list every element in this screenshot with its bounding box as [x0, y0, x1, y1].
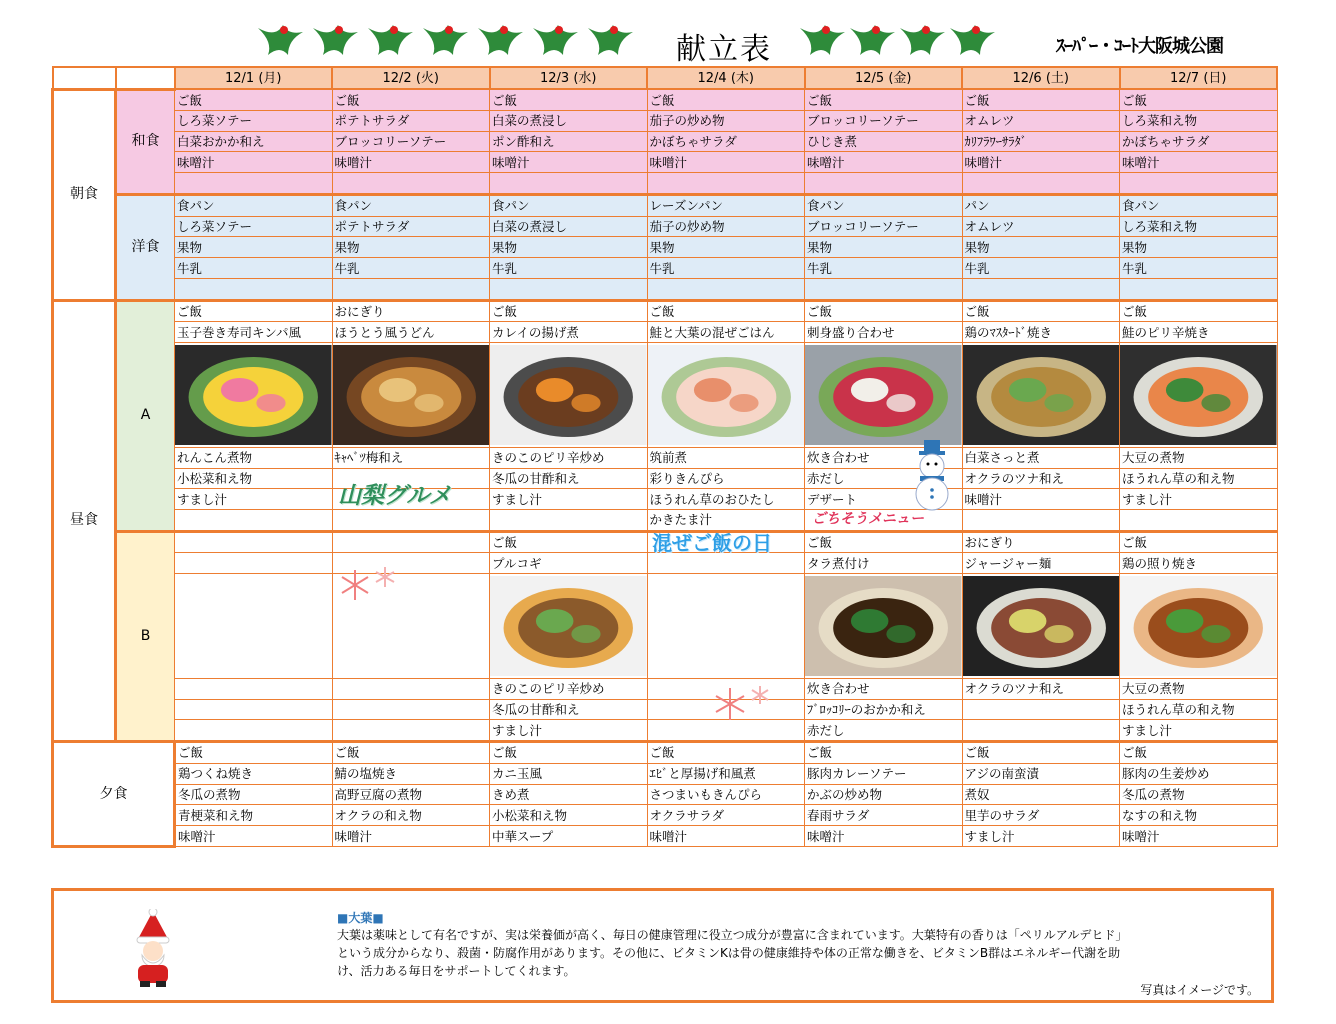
- menu-cell: [962, 278, 1120, 300]
- facility-name: ｽｰﾊﾟｰ・ｺｰﾄ大阪城公園: [1056, 36, 1223, 57]
- menu-cell: ひじき煮: [805, 131, 963, 152]
- menu-cell: [962, 509, 1120, 531]
- header: [0, 0, 1336, 66]
- menu-cell: 鶏のﾏｽﾀｰﾄﾞ焼き: [962, 322, 1120, 343]
- menu-cell: 白菜の煮浸し: [490, 216, 648, 237]
- menu-cell: ほうれん草の和え物: [1120, 699, 1278, 720]
- menu-cell: [805, 173, 963, 195]
- menu-cell: 玉子巻き寿司キンパ風: [175, 322, 333, 343]
- dish-photo-cell: [647, 574, 805, 679]
- menu-cell: 小松菜和え物: [175, 468, 333, 489]
- menu-cell: 茄子の炒め物: [647, 111, 805, 132]
- menu-cell: ご飯: [175, 300, 333, 322]
- menu-cell: 味噌汁: [332, 826, 490, 847]
- santa-icon: [128, 909, 178, 989]
- menu-cell: 中華スープ: [490, 826, 648, 847]
- menu-cell: [962, 173, 1120, 195]
- menu-cell: オクラのツナ和え: [962, 468, 1120, 489]
- menu-cell: きのこのピリ辛炒め: [490, 678, 648, 699]
- menu-cell: 果物: [490, 237, 648, 258]
- menu-cell: ﾌﾞﾛｯｺﾘｰのおかか和え: [805, 699, 963, 720]
- menu-cell: 白菜の煮浸し: [490, 111, 648, 132]
- dish-photo-cell: [805, 574, 963, 679]
- menu-cell: ジャージャー麺: [962, 553, 1120, 574]
- day-header: 12/6 (土): [962, 67, 1120, 89]
- menu-cell: [332, 720, 490, 742]
- kimbap-photo: [175, 345, 332, 445]
- info-title: ■大葉■: [337, 911, 384, 925]
- dish-photo-cell: [647, 343, 805, 448]
- menu-cell: 冬瓜の煮物: [1120, 784, 1278, 805]
- menu-cell: 果物: [1120, 237, 1278, 258]
- day-header: 12/5 (金): [805, 67, 963, 89]
- menu-cell: ご飯: [805, 742, 963, 764]
- menu-cell: おにぎり: [332, 300, 490, 322]
- menu-cell: 炊き合わせ: [805, 447, 963, 468]
- menu-cell: 大豆の煮物: [1120, 447, 1278, 468]
- menu-cell: 味噌汁: [490, 152, 648, 173]
- menu-cell: [175, 531, 333, 553]
- menu-cell: 筑前煮: [647, 447, 805, 468]
- menu-cell: すまし汁: [175, 489, 333, 510]
- menu-cell: ご飯: [175, 742, 333, 764]
- menu-cell: 食パン: [490, 194, 648, 216]
- menu-cell: ご飯: [805, 89, 963, 110]
- menu-cell: オクラのツナ和え: [962, 678, 1120, 699]
- menu-cell: ご飯: [1120, 89, 1278, 110]
- menu-cell: しろ菜ソテー: [175, 111, 333, 132]
- menu-cell: 鮭のピリ辛焼き: [1120, 322, 1278, 343]
- jaja-photo: [963, 576, 1120, 676]
- menu-cell: しろ菜和え物: [1120, 111, 1278, 132]
- menu-cell: [175, 278, 333, 300]
- menu-cell: 味噌汁: [647, 826, 805, 847]
- menu-cell: [175, 678, 333, 699]
- menu-cell: ご飯: [490, 300, 648, 322]
- category-lunch: 昼食: [53, 300, 116, 741]
- menu-cell: [1120, 509, 1278, 531]
- menu-cell: ポン酢和え: [490, 131, 648, 152]
- bulgogi-photo: [490, 576, 647, 676]
- menu-cell: ご飯: [805, 531, 963, 553]
- menu-cell: デザート: [805, 489, 963, 510]
- mazegohan-photo: [648, 345, 805, 445]
- menu-cell: 茄子の炒め物: [647, 216, 805, 237]
- photo-note: 写真はイメージです。: [1140, 983, 1259, 997]
- dish-photo-cell: [490, 343, 648, 448]
- menu-cell: 冬瓜の甘酢和え: [490, 468, 648, 489]
- snowflake-icon: [340, 565, 400, 605]
- menu-cell: ブロッコリーソテー: [332, 131, 490, 152]
- menu-cell: 豚肉カレーソテー: [805, 763, 963, 784]
- menu-cell: かぼちゃサラダ: [647, 131, 805, 152]
- menu-cell: [332, 531, 490, 553]
- menu-cell: 味噌汁: [175, 152, 333, 173]
- menu-cell: きめ煮: [490, 784, 648, 805]
- menu-cell: [805, 278, 963, 300]
- menu-cell: ｷｬﾍﾞﾂ梅和え: [332, 447, 490, 468]
- menu-cell: オムレツ: [962, 111, 1120, 132]
- dish-photo-cell: [1120, 574, 1278, 679]
- menu-cell: 食パン: [1120, 194, 1278, 216]
- menu-cell: 赤だし: [805, 468, 963, 489]
- snowman-icon: [910, 440, 956, 512]
- menu-cell: かきたま汁: [647, 509, 805, 531]
- info-body: 大葉は薬味として有名ですが、実は栄養価が高く、毎日の健康管理に役立つ成分が豊富に含まれています。大葉特有の香りは「ペリルアルデヒド」という成分からなり、殺菌・防腐作用があります。その他に、ビタミンKは骨の健康維持や体の正常な働きを、ビタミンB群はエネルギー代謝を助け、活力ある毎日をサポートしてくれます。: [337, 928, 1122, 978]
- menu-cell: 食パン: [332, 194, 490, 216]
- menu-cell: 刺身盛り合わせ: [805, 322, 963, 343]
- menu-cell: アジの南蛮漬: [962, 763, 1120, 784]
- sashimi-photo: [805, 345, 962, 445]
- menu-cell: [962, 720, 1120, 742]
- chicken-photo: [963, 345, 1120, 445]
- tara-photo: [805, 576, 962, 676]
- menu-cell: ｶﾘﾌﾗﾜｰｻﾗﾀﾞ: [962, 131, 1120, 152]
- menu-cell: 豚肉の生姜炒め: [1120, 763, 1278, 784]
- menu-cell: [332, 678, 490, 699]
- menu-cell: 鶏の照り焼き: [1120, 553, 1278, 574]
- menu-cell: 味噌汁: [1120, 152, 1278, 173]
- menu-cell: すまし汁: [962, 826, 1120, 847]
- holly-garland-right-icon: [800, 20, 995, 60]
- day-header: 12/2 (火): [332, 67, 490, 89]
- snowflake-icon: [712, 682, 772, 724]
- menu-cell: 高野豆腐の煮物: [332, 784, 490, 805]
- menu-cell: タラ煮付け: [805, 553, 963, 574]
- menu-cell: 味噌汁: [647, 152, 805, 173]
- menu-cell: おにぎり: [962, 531, 1120, 553]
- menu-cell: ご飯: [962, 300, 1120, 322]
- menu-cell: [332, 278, 490, 300]
- menu-cell: 果物: [647, 237, 805, 258]
- dish-photo-cell: [490, 574, 648, 679]
- menu-cell: ご飯: [1120, 300, 1278, 322]
- menu-cell: 小松菜和え物: [490, 805, 648, 826]
- menu-cell: 里芋のサラダ: [962, 805, 1120, 826]
- menu-cell: さつまいもきんぴら: [647, 784, 805, 805]
- subcategory-b: B: [116, 531, 175, 741]
- menu-cell: [490, 173, 648, 195]
- menu-cell: ご飯: [490, 89, 648, 110]
- holly-garland-left-icon: [258, 20, 648, 60]
- menu-cell: [332, 509, 490, 531]
- menu-cell: 味噌汁: [175, 826, 333, 847]
- menu-cell: かぶの炒め物: [805, 784, 963, 805]
- menu-cell: 牛乳: [490, 258, 648, 279]
- menu-cell: 白菜さっと煮: [962, 447, 1120, 468]
- menu-cell: ご飯: [332, 89, 490, 110]
- category-dinner: 夕食: [53, 742, 175, 847]
- menu-cell: 大豆の煮物: [1120, 678, 1278, 699]
- menu-cell: [1120, 278, 1278, 300]
- menu-cell: [175, 509, 333, 531]
- corner-cell: [116, 67, 175, 89]
- menu-cell: [490, 509, 648, 531]
- menu-cell: しろ菜ソテー: [175, 216, 333, 237]
- menu-cell: ご飯: [490, 742, 648, 764]
- menu-cell: 冬瓜の煮物: [175, 784, 333, 805]
- menu-cell: 牛乳: [805, 258, 963, 279]
- menu-cell: 炊き合わせ: [805, 678, 963, 699]
- menu-cell: 果物: [962, 237, 1120, 258]
- subcategory-a: A: [116, 300, 175, 531]
- menu-cell: れんこん煮物: [175, 447, 333, 468]
- menu-cell: ご飯: [1120, 742, 1278, 764]
- menu-cell: 味噌汁: [1120, 826, 1278, 847]
- menu-cell: すまし汁: [490, 489, 648, 510]
- menu-cell: 牛乳: [332, 258, 490, 279]
- menu-cell: [175, 720, 333, 742]
- day-header: 12/7 (日): [1120, 67, 1278, 89]
- day-header: 12/1 (月): [175, 67, 333, 89]
- menu-cell: 牛乳: [647, 258, 805, 279]
- menu-cell: [962, 699, 1120, 720]
- subcategory-wa: 和食: [116, 89, 175, 194]
- day-header: 12/3 (水): [490, 67, 648, 89]
- menu-cell: オムレツ: [962, 216, 1120, 237]
- menu-cell: 牛乳: [1120, 258, 1278, 279]
- menu-cell: 煮奴: [962, 784, 1120, 805]
- menu-cell: きのこのピリ辛炒め: [490, 447, 648, 468]
- menu-cell: [175, 553, 333, 574]
- menu-cell: ご飯: [805, 300, 963, 322]
- salmon-photo: [1120, 345, 1277, 445]
- menu-cell: すまし汁: [1120, 489, 1278, 510]
- info-box: [51, 888, 1274, 1003]
- menu-cell: 鮭と大葉の混ぜごはん: [647, 322, 805, 343]
- dish-photo-cell: [962, 574, 1120, 679]
- menu-cell: 牛乳: [175, 258, 333, 279]
- mazegohan-day-stamp: 混ぜご飯の日: [652, 531, 772, 555]
- menu-cell: パン: [962, 194, 1120, 216]
- menu-cell: ポテトサラダ: [332, 216, 490, 237]
- dish-photo-cell: [332, 343, 490, 448]
- menu-cell: 青梗菜和え物: [175, 805, 333, 826]
- menu-cell: カレイの揚げ煮: [490, 322, 648, 343]
- menu-cell: なすの和え物: [1120, 805, 1278, 826]
- menu-cell: [490, 278, 648, 300]
- menu-cell: カニ玉風: [490, 763, 648, 784]
- menu-cell: ブロッコリーソテー: [805, 111, 963, 132]
- teri-photo: [1120, 576, 1277, 676]
- menu-cell: ご飯: [647, 89, 805, 110]
- menu-cell: 彩りきんぴら: [647, 468, 805, 489]
- menu-cell: [332, 173, 490, 195]
- menu-cell: 牛乳: [962, 258, 1120, 279]
- dish-photo-cell: [1120, 343, 1278, 448]
- menu-cell: かぼちゃサラダ: [1120, 131, 1278, 152]
- menu-cell: プルコギ: [490, 553, 648, 574]
- menu-cell: 味噌汁: [805, 826, 963, 847]
- dish-photo-cell: [175, 574, 333, 679]
- menu-cell: ご飯: [1120, 531, 1278, 553]
- menu-cell: しろ菜和え物: [1120, 216, 1278, 237]
- menu-cell: ほうれん草のおひたし: [647, 489, 805, 510]
- menu-cell: [647, 278, 805, 300]
- menu-cell: [647, 173, 805, 195]
- corner-cell: [53, 67, 116, 89]
- menu-cell: ご飯: [332, 742, 490, 764]
- dish-photo-cell: [175, 343, 333, 448]
- menu-cell: オクラの和え物: [332, 805, 490, 826]
- menu-cell: ご飯: [647, 742, 805, 764]
- menu-cell: すまし汁: [490, 720, 648, 742]
- menu-cell: 果物: [175, 237, 333, 258]
- menu-cell: 春雨サラダ: [805, 805, 963, 826]
- subcategory-yo: 洋食: [116, 194, 175, 300]
- dish-photo-cell: [962, 343, 1120, 448]
- menu-cell: ｴﾋﾞと厚揚げ和風煮: [647, 763, 805, 784]
- special-menu-stamp: ごちそうメニュー: [812, 511, 924, 527]
- menu-cell: [647, 553, 805, 574]
- menu-cell: 鯖の塩焼き: [332, 763, 490, 784]
- category-breakfast: 朝食: [53, 89, 116, 300]
- menu-cell: レーズンパン: [647, 194, 805, 216]
- menu-cell: [175, 173, 333, 195]
- menu-cell: ご飯: [647, 300, 805, 322]
- page-title: 献立表: [676, 32, 772, 67]
- menu-cell: 味噌汁: [332, 152, 490, 173]
- menu-cell: ポテトサラダ: [332, 111, 490, 132]
- day-header: 12/4 (木): [647, 67, 805, 89]
- menu-cell: 果物: [332, 237, 490, 258]
- dish-photo-cell: [805, 343, 963, 448]
- menu-cell: ブロッコリーソテー: [805, 216, 963, 237]
- menu-cell: 食パン: [805, 194, 963, 216]
- menu-table: [51, 66, 1278, 848]
- menu-cell: すまし汁: [1120, 720, 1278, 742]
- menu-cell: 冬瓜の甘酢和え: [490, 699, 648, 720]
- menu-cell: ほうれん草の和え物: [1120, 468, 1278, 489]
- menu-cell: ご飯: [490, 531, 648, 553]
- menu-cell: 果物: [805, 237, 963, 258]
- karei-photo: [490, 345, 647, 445]
- menu-cell: [1120, 173, 1278, 195]
- menu-cell: 白菜おかか和え: [175, 131, 333, 152]
- menu-cell: 食パン: [175, 194, 333, 216]
- menu-cell: [332, 699, 490, 720]
- menu-cell: ご飯: [962, 742, 1120, 764]
- menu-cell: ご飯: [962, 89, 1120, 110]
- menu-cell: 赤だし: [805, 720, 963, 742]
- menu-cell: 鶏つくね焼き: [175, 763, 333, 784]
- yamanashi-gourmet-stamp: 山梨グルメ: [338, 483, 452, 509]
- udon-photo: [333, 345, 490, 445]
- menu-cell: [175, 699, 333, 720]
- menu-cell: 味噌汁: [962, 152, 1120, 173]
- menu-cell: 味噌汁: [805, 152, 963, 173]
- menu-cell: ご飯: [175, 89, 333, 110]
- menu-cell: オクラサラダ: [647, 805, 805, 826]
- menu-cell: ほうとう風うどん: [332, 322, 490, 343]
- menu-cell: 味噌汁: [962, 489, 1120, 510]
